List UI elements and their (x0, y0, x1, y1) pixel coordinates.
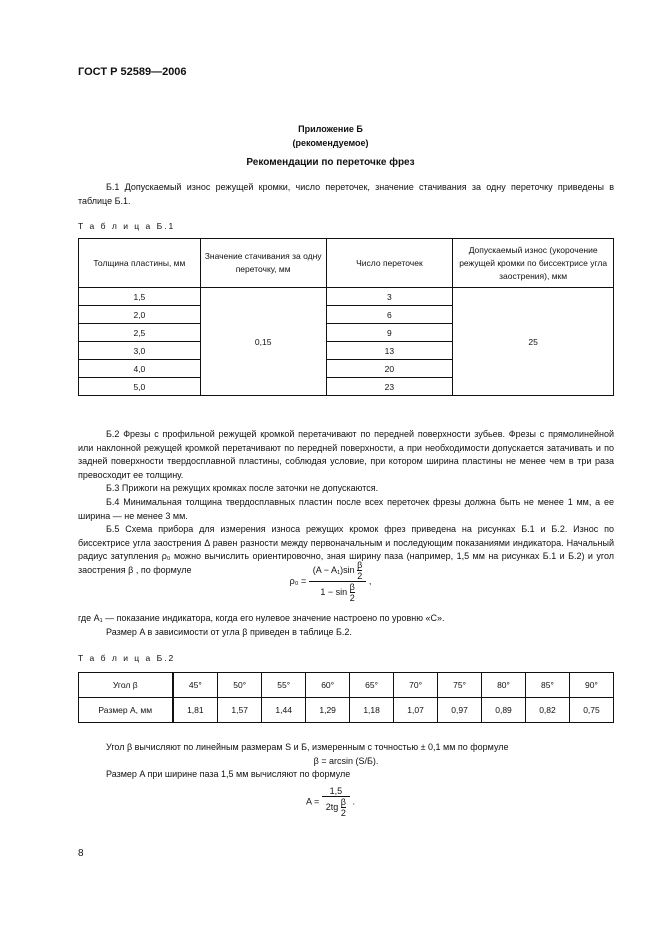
formula-rho (0, 560, 661, 603)
denominator: 2tg (325, 801, 339, 812)
cell: 1,44 (262, 698, 306, 723)
cell: 55° (262, 673, 306, 698)
row-label: Размер A, мм (79, 698, 173, 723)
cell: 13 (326, 342, 453, 360)
paragraph-b5: Б.5 Схема прибора для измерения износа режущих кромок фрез приведена на рисунках Б.1 и Б.2. Износ по биссектрисе угла заострения Δ равен разности между первоначальным и последующим показаниями индикатора. Начальный радиус затупления ρ₀ можно вычислить ориентировочно, зная ширину паза (например, 1,5 мм на рисунках Б.1 и Б.2) и угол заострения β , по формуле (78, 524, 614, 575)
table-row (79, 673, 614, 698)
denominator: 1 − sin (320, 586, 348, 597)
body-text-3 (78, 741, 614, 782)
cell: 3 (326, 288, 453, 306)
paragraph-where: где A₁ — показание индикатора, когда его нулевое значение настроено по уровню «С». (78, 613, 445, 623)
formula-lhs: A = (305, 796, 320, 807)
cell: 4,0 (79, 360, 201, 378)
col-header: Толщина пластины, мм (79, 239, 201, 288)
cell: 25 (453, 288, 614, 396)
numerator: 1,5 (322, 786, 350, 797)
col-header: Значение стачивания за одну переточку, мм (200, 239, 326, 288)
cell: 0,97 (438, 698, 482, 723)
formula-lhs: ρ₀ = (289, 575, 307, 586)
standard-header: ГОСТ Р 52589—2006 (78, 66, 187, 78)
section-title: Рекомендации по переточке фрез (246, 157, 415, 168)
paragraph-b2: Б.2 Фрезы с профильной режущей кромкой перетачивают по передней поверхности зубьев. Фрезы с прямолинейной или наклонной режущей кромкой перетачивают по передней поверхности, а при необходимости допускается затачивать и по задней поверхности твердосплавной пластины, соблюдая условие, при котором ширина пластины не менее чем в три раза превосходит ее толщину. (78, 429, 614, 480)
cell: 6 (326, 306, 453, 324)
cell: 80° (482, 673, 526, 698)
cell: 1,07 (394, 698, 438, 723)
annex-title: Приложение Б (298, 124, 363, 134)
row-label: Угол β (79, 673, 173, 698)
cell: 1,29 (306, 698, 350, 723)
cell: 60° (306, 673, 350, 698)
cell: 0,89 (482, 698, 526, 723)
beta: β (357, 560, 363, 570)
table-b2 (78, 672, 614, 723)
paragraph-size-a: Размер A при ширине паза 1,5 мм вычисляют по формуле (106, 769, 351, 780)
cell: 85° (526, 673, 570, 698)
cell: 90° (569, 673, 613, 698)
col-header: Число переточек (326, 239, 453, 288)
cell: 50° (218, 673, 262, 698)
cell: 5,0 (79, 378, 201, 396)
fraction (322, 786, 350, 818)
two: 2 (357, 571, 363, 581)
cell: 2,0 (79, 306, 201, 324)
cell: 70° (394, 673, 438, 698)
cell: 45° (173, 673, 218, 698)
fraction (309, 560, 367, 603)
cell: 23 (326, 378, 453, 396)
beta: β (349, 582, 355, 592)
formula-beta: β = arcsin (S/Б). (313, 755, 379, 766)
table1-caption: Т а б л и ц а Б.1 (78, 221, 176, 231)
cell: 0,82 (526, 698, 570, 723)
paragraph-b1: Б.1 Допускаемый износ режущей кромки, число переточек, значение стачивания за одну переточку приведены в таблице Б.1. (78, 182, 614, 206)
cell: 0,15 (200, 288, 326, 396)
cell: 1,57 (218, 698, 262, 723)
body-text-2 (78, 612, 614, 639)
table2-caption: Т а б л и ц а Б.2 (78, 653, 176, 663)
cell: 75° (438, 673, 482, 698)
cell: 9 (326, 324, 453, 342)
col-header: Допускаемый износ (укорочение режущей кромки по биссектрисе угла заострения), мкм (453, 239, 614, 288)
numerator: (A − A₁)sin (312, 564, 355, 575)
cell: 65° (350, 673, 394, 698)
paragraph-b3: Б.3 Прижоги на режущих кромках после заточки не допускаются. (106, 483, 379, 494)
page-number: 8 (78, 848, 84, 859)
paragraph-size: Размер A в зависимости от угла β приведен в таблице Б.2. (106, 626, 352, 637)
cell: 20 (326, 360, 453, 378)
cell: 1,5 (79, 288, 201, 306)
table-row (79, 698, 614, 723)
cell: 1,81 (173, 698, 218, 723)
annex-subtitle: (рекомендуемое) (292, 138, 369, 148)
cell: 3,0 (79, 342, 201, 360)
body-text (78, 428, 614, 578)
table-row (79, 288, 614, 306)
formula-tail: . (352, 796, 356, 807)
cell: 2,5 (79, 324, 201, 342)
paragraph-b4: Б.4 Минимальная толщина твердосплавных пластин после всех переточек фрезы должна быть не менее 1 мм, а ее ширина — не менее 3 мм. (78, 496, 614, 521)
paragraph-angle: Угол β вычисляют по линейным размерам S и Б, измеренным с точностью ± 0,1 мм по формуле (106, 742, 509, 752)
beta: β (340, 797, 346, 807)
two: 2 (340, 808, 346, 818)
two: 2 (349, 593, 355, 603)
cell: 0,75 (569, 698, 613, 723)
cell: 1,18 (350, 698, 394, 723)
formula-tail: , (368, 575, 372, 586)
formula-a (0, 786, 661, 818)
table-b1 (78, 238, 614, 396)
